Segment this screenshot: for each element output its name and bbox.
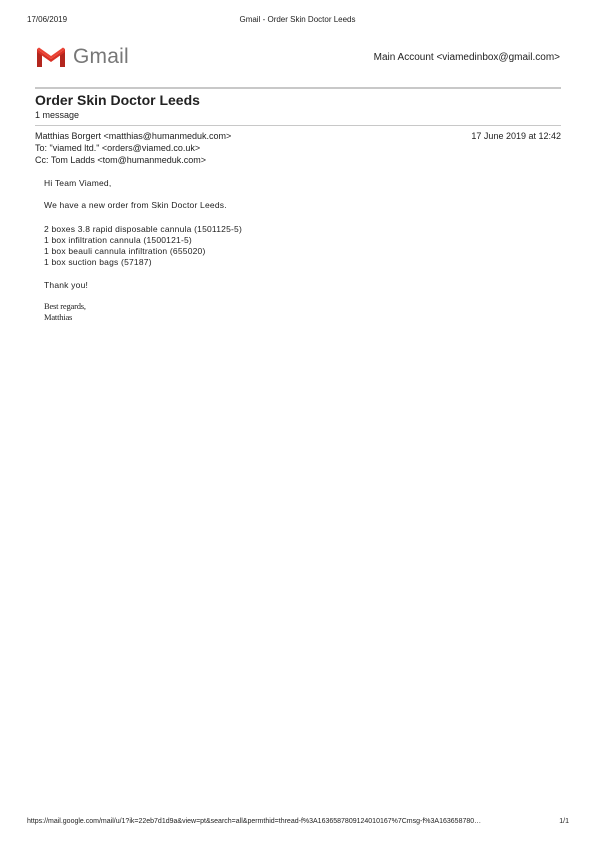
header-divider	[35, 87, 561, 89]
footer-page-number: 1/1	[559, 818, 569, 825]
email-date: 17 June 2019 at 12:42	[471, 131, 561, 141]
account-label: Main Account <viamedinbox@gmail.com>	[373, 52, 560, 63]
footer-url: https://mail.google.com/mail/u/1?ik=22eb7d1d9a&view=pt&search=all&permthid=thread-f%3A1636587809124010167%7Cmsg-f%3A163658780…	[27, 818, 482, 825]
thanks-line: Thank you!	[44, 280, 89, 290]
message-divider	[35, 125, 561, 126]
gmail-logo-text: Gmail	[73, 45, 129, 68]
signoff: Best regards,	[44, 301, 86, 311]
order-item: 2 boxes 3.8 rapid disposable cannula (1501125-5)	[44, 224, 242, 234]
email-cc: Cc: Tom Ladds <tom@humanmeduk.com>	[35, 155, 207, 165]
email-subject: Order Skin Doctor Leeds	[35, 92, 200, 108]
email-to: To: "viamed ltd." <orders@viamed.co.uk>	[35, 143, 201, 153]
order-item: 1 box beauli cannula infiltration (655020)	[44, 246, 206, 256]
email-from: Matthias Borgert <matthias@humanmeduk.com>	[35, 131, 232, 141]
print-title: Gmail - Order Skin Doctor Leeds	[239, 15, 356, 24]
gmail-logo[interactable]	[35, 45, 129, 69]
signature: Matthias	[44, 312, 73, 322]
message-count: 1 message	[35, 110, 80, 120]
intro-line: We have a new order from Skin Doctor Leeds.	[44, 200, 227, 210]
order-item: 1 box infiltration cannula (1500121-5)	[44, 235, 192, 245]
order-item: 1 box suction bags (57187)	[44, 257, 152, 267]
print-date: 17/06/2019	[27, 15, 68, 24]
gmail-envelope-icon	[35, 45, 67, 69]
greeting: Hi Team Viamed,	[44, 178, 112, 188]
